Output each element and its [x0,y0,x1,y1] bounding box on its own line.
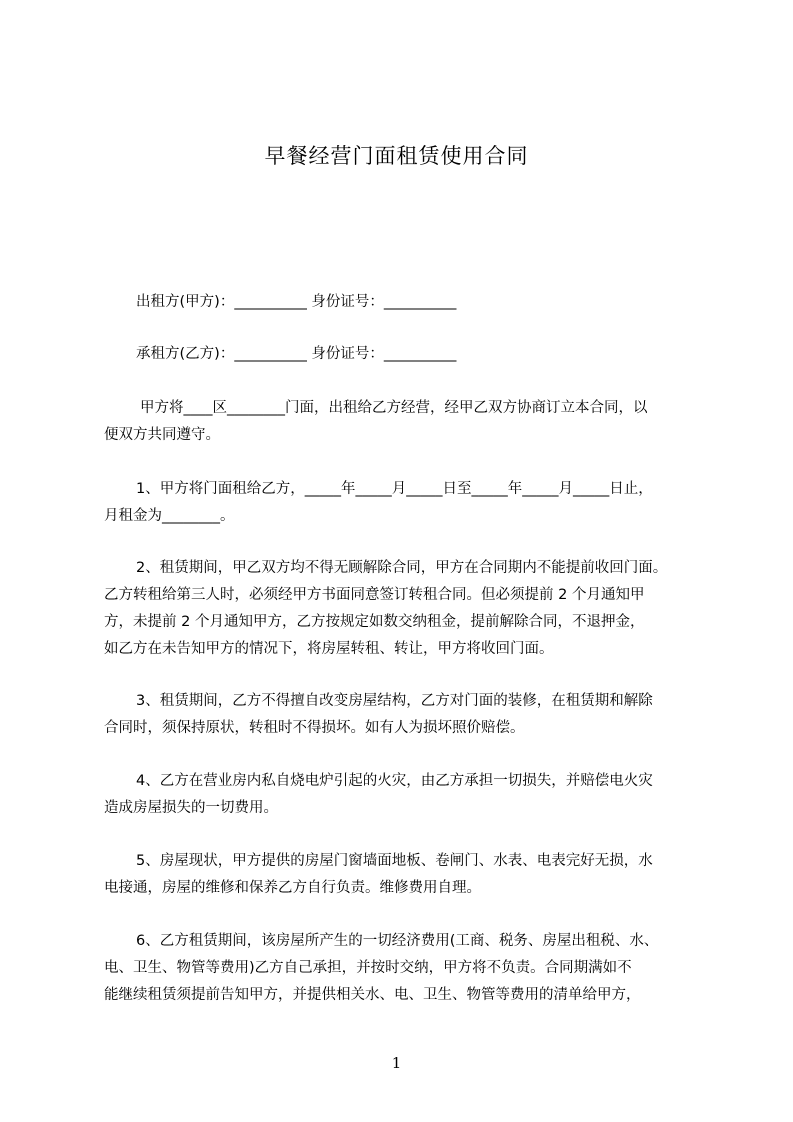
clause5-line-2: 电接通，房屋的维修和保养乙方自行负责。维修费用自理。 [104,880,481,896]
intro-line-1: 甲方将____区________门面，出租给乙方经营，经甲乙双方协商订立本合同，以 [140,400,648,416]
clause3-line-2: 合同时，须保持原状，转租时不得损坏。如有人为损坏照价赔偿。 [104,720,525,736]
clause6-line-2: 电、卫生、物管等费用)乙方自己承担，并按时交纳，甲方将不负责。合同期满如不 [104,960,632,976]
clause2-line-2: 乙方转租给第三人时，必须经甲方书面同意签订转租合同。但必须提前 2 个月通知甲 [104,587,645,603]
document-title: 早餐经营门面租赁使用合同 [264,144,529,168]
clause1-line-2: 月租金为________。 [104,508,235,524]
intro-line-2: 便双方共同遵守。 [104,427,220,443]
clause5-line-1: 5、房屋现状，甲方提供的房屋门窗墙面地板、卷闸门、水表、电表完好无损，水 [136,853,653,869]
clause6-line-1: 6、乙方租赁期间，该房屋所产生的一切经济费用(工商、税务、房屋出租税、水、 [136,933,659,949]
party-b-line: 承租方(乙方)：__________ 身份证号：__________ [136,346,457,362]
clause4-line-1: 4、乙方在营业房内私自烧电炉引起的火灾，由乙方承担一切损失，并赔偿电火灾 [136,773,653,789]
clause3-line-1: 3、租赁期间，乙方不得擅自改变房屋结构，乙方对门面的装修，在租赁期和解除 [136,693,653,709]
clause4-line-2: 造成房屋损失的一切费用。 [104,800,278,816]
clause2-line-3: 方，未提前 2 个月通知甲方，乙方按规定如数交纳租金，提前解除合同，不退押金， [104,614,645,630]
party-a-line: 出租方(甲方)：__________ 身份证号：__________ [136,294,457,310]
page-number: 1 [391,1054,402,1072]
clause6-line-3: 能继续租赁须提前告知甲方，并提供相关水、电、卫生、物管等费用的清单给甲方， [104,987,641,1003]
clause2-line-1: 2、租赁期间，甲乙双方均不得无顾解除合同，甲方在合同期内不能提前收回门面。 [136,560,668,576]
clause1-line-1: 1、甲方将门面租给乙方，_____年_____月_____日至_____年_____月_____日止， [136,481,653,497]
clause2-line-4: 如乙方在未告知甲方的情况下，将房屋转租、转让，甲方将收回门面。 [104,641,554,657]
